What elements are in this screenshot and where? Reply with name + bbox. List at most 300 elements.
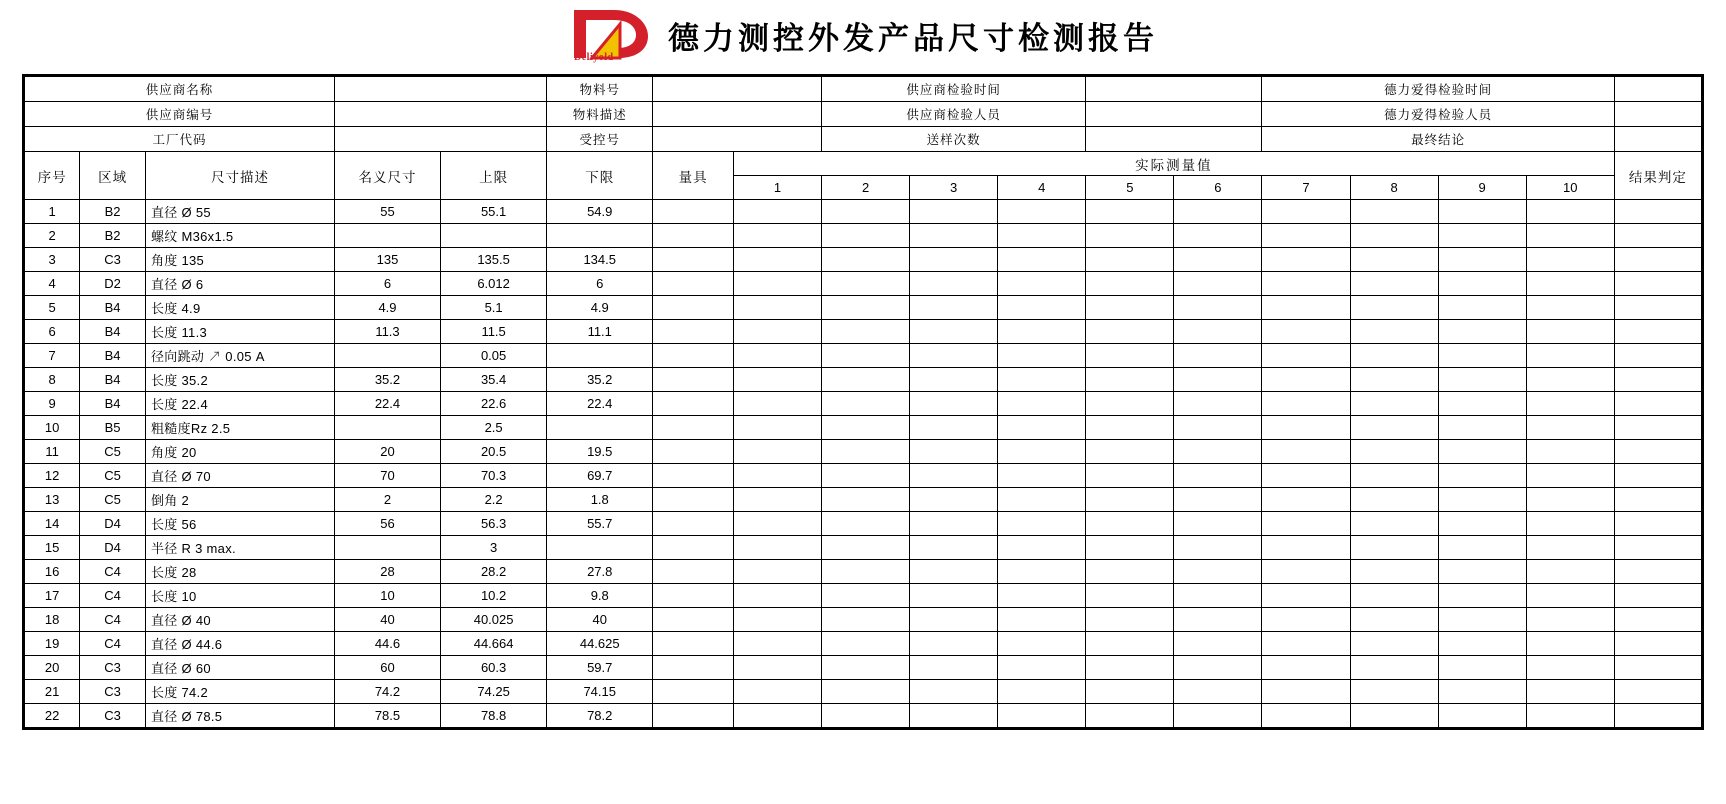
cell-measure-9[interactable] [1438,536,1526,560]
cell-seq: 13 [25,488,80,512]
cell-measure-7[interactable] [1262,680,1350,704]
cell-measure-2[interactable] [822,584,910,608]
cell-measure-7[interactable] [1262,248,1350,272]
cell-measure-4[interactable] [998,320,1086,344]
cell-measure-2[interactable] [822,656,910,680]
cell-measure-1[interactable] [733,320,821,344]
cell-measure-8[interactable] [1350,224,1438,248]
sample-count-value[interactable] [1086,127,1262,152]
cell-measure-1[interactable] [733,632,821,656]
cell-gauge[interactable] [653,200,734,224]
cell-measure-5[interactable] [1086,512,1174,536]
cell-result[interactable] [1614,584,1701,608]
cell-measure-9[interactable] [1438,656,1526,680]
cell-measure-7[interactable] [1262,560,1350,584]
cell-measure-2[interactable] [822,248,910,272]
cell-measure-4[interactable] [998,248,1086,272]
cell-measure-2[interactable] [822,224,910,248]
cell-measure-6[interactable] [1174,560,1262,584]
cell-measure-3[interactable] [910,416,998,440]
cell-measure-8[interactable] [1350,320,1438,344]
cell-measure-6[interactable] [1174,320,1262,344]
supplier-inspect-time-value[interactable] [1086,77,1262,102]
cell-gauge[interactable] [653,560,734,584]
cell-measure-2[interactable] [822,200,910,224]
cell-measure-8[interactable] [1350,248,1438,272]
cell-result[interactable] [1614,656,1701,680]
cell-measure-3[interactable] [910,464,998,488]
cell-measure-8[interactable] [1350,272,1438,296]
cell-gauge[interactable] [653,704,734,728]
cell-measure-9[interactable] [1438,272,1526,296]
cell-measure-7[interactable] [1262,464,1350,488]
cell-measure-10[interactable] [1526,584,1614,608]
cell-measure-1[interactable] [733,584,821,608]
cell-result[interactable] [1614,248,1701,272]
cell-measure-6[interactable] [1174,584,1262,608]
cell-measure-9[interactable] [1438,224,1526,248]
cell-upper: 22.6 [441,392,547,416]
cell-result[interactable] [1614,632,1701,656]
cell-lower: 4.9 [547,296,653,320]
cell-measure-8[interactable] [1350,584,1438,608]
cell-seq: 17 [25,584,80,608]
cell-gauge[interactable] [653,416,734,440]
cell-measure-9[interactable] [1438,560,1526,584]
cell-measure-1[interactable] [733,680,821,704]
cell-measure-3[interactable] [910,536,998,560]
cell-measure-5[interactable] [1086,248,1174,272]
cell-measure-4[interactable] [998,584,1086,608]
cell-measure-8[interactable] [1350,416,1438,440]
cell-measure-9[interactable] [1438,416,1526,440]
cell-measure-9[interactable] [1438,368,1526,392]
cell-measure-8[interactable] [1350,392,1438,416]
cell-measure-1[interactable] [733,224,821,248]
cell-measure-10[interactable] [1526,344,1614,368]
supplier-name-value[interactable] [334,77,546,102]
cell-measure-9[interactable] [1438,680,1526,704]
cell-measure-2[interactable] [822,320,910,344]
cell-measure-5[interactable] [1086,344,1174,368]
cell-measure-1[interactable] [733,248,821,272]
cell-measure-10[interactable] [1526,248,1614,272]
cell-measure-2[interactable] [822,488,910,512]
col-result: 结果判定 [1614,152,1701,200]
cell-measure-4[interactable] [998,392,1086,416]
cell-measure-6[interactable] [1174,248,1262,272]
cell-gauge[interactable] [653,320,734,344]
cell-measure-10[interactable] [1526,632,1614,656]
cell-measure-5[interactable] [1086,464,1174,488]
deli-inspect-time-value[interactable] [1614,77,1701,102]
cell-result[interactable] [1614,608,1701,632]
cell-measure-7[interactable] [1262,440,1350,464]
cell-measure-5[interactable] [1086,536,1174,560]
cell-measure-9[interactable] [1438,320,1526,344]
cell-measure-8[interactable] [1350,200,1438,224]
inspection-report-table [22,74,1704,730]
cell-measure-7[interactable] [1262,200,1350,224]
cell-measure-4[interactable] [998,200,1086,224]
cell-measure-2[interactable] [822,608,910,632]
cell-measure-10[interactable] [1526,704,1614,728]
cell-measure-4[interactable] [998,608,1086,632]
cell-gauge[interactable] [653,272,734,296]
cell-measure-6[interactable] [1174,392,1262,416]
cell-measure-4[interactable] [998,656,1086,680]
cell-measure-9[interactable] [1438,512,1526,536]
cell-measure-1[interactable] [733,608,821,632]
col-measure-9: 9 [1438,176,1526,200]
cell-measure-9[interactable] [1438,248,1526,272]
cell-measure-6[interactable] [1174,200,1262,224]
cell-gauge[interactable] [653,464,734,488]
cell-result[interactable] [1614,224,1701,248]
cell-result[interactable] [1614,416,1701,440]
cell-measure-8[interactable] [1350,632,1438,656]
cell-measure-10[interactable] [1526,464,1614,488]
cell-measure-4[interactable] [998,488,1086,512]
cell-measure-5[interactable] [1086,584,1174,608]
cell-measure-6[interactable] [1174,512,1262,536]
cell-measure-2[interactable] [822,536,910,560]
cell-measure-4[interactable] [998,560,1086,584]
cell-measure-10[interactable] [1526,488,1614,512]
cell-result[interactable] [1614,512,1701,536]
cell-upper: 74.25 [441,680,547,704]
cell-measure-8[interactable] [1350,608,1438,632]
cell-measure-5[interactable] [1086,296,1174,320]
cell-measure-6[interactable] [1174,632,1262,656]
cell-gauge[interactable] [653,344,734,368]
cell-measure-6[interactable] [1174,416,1262,440]
cell-measure-3[interactable] [910,200,998,224]
cell-measure-6[interactable] [1174,488,1262,512]
cell-measure-10[interactable] [1526,680,1614,704]
cell-measure-8[interactable] [1350,560,1438,584]
cell-measure-4[interactable] [998,632,1086,656]
cell-measure-4[interactable] [998,704,1086,728]
cell-measure-2[interactable] [822,704,910,728]
cell-measure-7[interactable] [1262,368,1350,392]
cell-result[interactable] [1614,368,1701,392]
document-header [0,0,1726,66]
cell-measure-1[interactable] [733,272,821,296]
deli-inspector-label: 德力爱得检验人员 [1262,102,1614,127]
cell-seq: 16 [25,560,80,584]
cell-measure-2[interactable] [822,512,910,536]
cell-dim-desc: 半径 R 3 max. [145,536,334,560]
cell-measure-1[interactable] [733,392,821,416]
cell-measure-7[interactable] [1262,632,1350,656]
cell-gauge[interactable] [653,224,734,248]
cell-measure-6[interactable] [1174,464,1262,488]
cell-measure-4[interactable] [998,296,1086,320]
deli-inspector-value[interactable] [1614,102,1701,127]
cell-measure-1[interactable] [733,512,821,536]
cell-measure-3[interactable] [910,704,998,728]
cell-measure-1[interactable] [733,704,821,728]
cell-measure-7[interactable] [1262,272,1350,296]
cell-measure-4[interactable] [998,536,1086,560]
cell-result[interactable] [1614,320,1701,344]
cell-measure-2[interactable] [822,272,910,296]
cell-gauge[interactable] [653,536,734,560]
material-desc-value[interactable] [653,102,822,127]
cell-measure-1[interactable] [733,416,821,440]
cell-measure-9[interactable] [1438,392,1526,416]
cell-measure-5[interactable] [1086,704,1174,728]
control-no-value[interactable] [653,127,822,152]
cell-measure-1[interactable] [733,656,821,680]
cell-measure-10[interactable] [1526,224,1614,248]
cell-measure-1[interactable] [733,464,821,488]
cell-measure-5[interactable] [1086,416,1174,440]
cell-measure-6[interactable] [1174,680,1262,704]
cell-result[interactable] [1614,344,1701,368]
col-nominal: 名义尺寸 [334,152,440,200]
cell-measure-7[interactable] [1262,656,1350,680]
cell-result[interactable] [1614,200,1701,224]
cell-measure-5[interactable] [1086,608,1174,632]
cell-measure-2[interactable] [822,416,910,440]
cell-measure-6[interactable] [1174,296,1262,320]
cell-measure-6[interactable] [1174,440,1262,464]
cell-measure-1[interactable] [733,200,821,224]
cell-measure-7[interactable] [1262,704,1350,728]
cell-measure-8[interactable] [1350,344,1438,368]
cell-measure-6[interactable] [1174,704,1262,728]
cell-measure-1[interactable] [733,344,821,368]
cell-measure-10[interactable] [1526,440,1614,464]
cell-measure-6[interactable] [1174,272,1262,296]
cell-measure-5[interactable] [1086,392,1174,416]
cell-measure-3[interactable] [910,512,998,536]
cell-measure-10[interactable] [1526,200,1614,224]
cell-measure-2[interactable] [822,464,910,488]
cell-measure-10[interactable] [1526,512,1614,536]
cell-measure-10[interactable] [1526,296,1614,320]
cell-gauge[interactable] [653,512,734,536]
cell-measure-1[interactable] [733,488,821,512]
cell-measure-2[interactable] [822,560,910,584]
cell-nominal: 28 [334,560,440,584]
cell-gauge[interactable] [653,368,734,392]
page-title: 德力测控外发产品尺寸检测报告 [668,20,1158,57]
final-conclusion-value[interactable] [1614,127,1701,152]
cell-measure-3[interactable] [910,344,998,368]
cell-nominal: 55 [334,200,440,224]
cell-measure-9[interactable] [1438,464,1526,488]
cell-measure-3[interactable] [910,248,998,272]
cell-measure-4[interactable] [998,512,1086,536]
cell-gauge[interactable] [653,248,734,272]
cell-measure-5[interactable] [1086,632,1174,656]
cell-measure-2[interactable] [822,392,910,416]
cell-measure-7[interactable] [1262,488,1350,512]
cell-measure-7[interactable] [1262,320,1350,344]
cell-gauge[interactable] [653,632,734,656]
cell-measure-10[interactable] [1526,392,1614,416]
cell-measure-8[interactable] [1350,680,1438,704]
factory-code-value[interactable] [334,127,546,152]
cell-measure-8[interactable] [1350,440,1438,464]
cell-measure-3[interactable] [910,488,998,512]
cell-measure-8[interactable] [1350,704,1438,728]
cell-measure-10[interactable] [1526,656,1614,680]
cell-gauge[interactable] [653,608,734,632]
cell-measure-3[interactable] [910,320,998,344]
cell-measure-6[interactable] [1174,344,1262,368]
cell-measure-10[interactable] [1526,320,1614,344]
cell-measure-10[interactable] [1526,368,1614,392]
supplier-code-value[interactable] [334,102,546,127]
cell-measure-9[interactable] [1438,632,1526,656]
material-no-value[interactable] [653,77,822,102]
cell-measure-7[interactable] [1262,224,1350,248]
cell-measure-2[interactable] [822,296,910,320]
cell-measure-9[interactable] [1438,440,1526,464]
cell-gauge[interactable] [653,440,734,464]
cell-measure-7[interactable] [1262,512,1350,536]
cell-measure-4[interactable] [998,416,1086,440]
cell-gauge[interactable] [653,488,734,512]
cell-measure-5[interactable] [1086,224,1174,248]
cell-lower: 55.7 [547,512,653,536]
cell-measure-7[interactable] [1262,608,1350,632]
cell-measure-9[interactable] [1438,200,1526,224]
cell-measure-2[interactable] [822,368,910,392]
cell-measure-6[interactable] [1174,608,1262,632]
cell-result[interactable] [1614,488,1701,512]
cell-measure-6[interactable] [1174,224,1262,248]
cell-measure-6[interactable] [1174,368,1262,392]
cell-measure-2[interactable] [822,680,910,704]
cell-measure-4[interactable] [998,680,1086,704]
cell-measure-8[interactable] [1350,368,1438,392]
cell-measure-5[interactable] [1086,680,1174,704]
cell-result[interactable] [1614,440,1701,464]
table-row [25,320,1702,344]
cell-result[interactable] [1614,536,1701,560]
cell-measure-1[interactable] [733,440,821,464]
cell-result[interactable] [1614,464,1701,488]
cell-measure-3[interactable] [910,392,998,416]
cell-measure-5[interactable] [1086,200,1174,224]
cell-measure-6[interactable] [1174,536,1262,560]
cell-result[interactable] [1614,272,1701,296]
cell-measure-3[interactable] [910,224,998,248]
cell-measure-3[interactable] [910,368,998,392]
cell-measure-10[interactable] [1526,608,1614,632]
cell-measure-3[interactable] [910,560,998,584]
cell-measure-5[interactable] [1086,272,1174,296]
cell-measure-3[interactable] [910,584,998,608]
cell-result[interactable] [1614,296,1701,320]
cell-measure-7[interactable] [1262,584,1350,608]
cell-gauge[interactable] [653,680,734,704]
cell-measure-3[interactable] [910,632,998,656]
cell-measure-1[interactable] [733,368,821,392]
cell-gauge[interactable] [653,392,734,416]
cell-zone: B2 [80,200,146,224]
cell-measure-8[interactable] [1350,488,1438,512]
cell-measure-10[interactable] [1526,560,1614,584]
cell-measure-9[interactable] [1438,488,1526,512]
cell-measure-3[interactable] [910,440,998,464]
cell-measure-3[interactable] [910,680,998,704]
cell-measure-3[interactable] [910,608,998,632]
cell-measure-5[interactable] [1086,368,1174,392]
cell-measure-4[interactable] [998,464,1086,488]
cell-result[interactable] [1614,704,1701,728]
cell-measure-10[interactable] [1526,416,1614,440]
cell-measure-5[interactable] [1086,656,1174,680]
cell-measure-8[interactable] [1350,536,1438,560]
table-row [25,512,1702,536]
cell-measure-7[interactable] [1262,536,1350,560]
cell-measure-5[interactable] [1086,560,1174,584]
cell-measure-9[interactable] [1438,704,1526,728]
cell-measure-3[interactable] [910,296,998,320]
cell-measure-8[interactable] [1350,656,1438,680]
cell-measure-3[interactable] [910,272,998,296]
cell-measure-9[interactable] [1438,608,1526,632]
cell-dim-desc: 长度 10 [145,584,334,608]
cell-gauge[interactable] [653,296,734,320]
cell-measure-2[interactable] [822,440,910,464]
cell-measure-4[interactable] [998,368,1086,392]
cell-result[interactable] [1614,392,1701,416]
cell-measure-9[interactable] [1438,584,1526,608]
cell-measure-9[interactable] [1438,296,1526,320]
cell-measure-8[interactable] [1350,464,1438,488]
cell-measure-5[interactable] [1086,320,1174,344]
cell-measure-7[interactable] [1262,416,1350,440]
cell-measure-7[interactable] [1262,296,1350,320]
cell-measure-10[interactable] [1526,272,1614,296]
cell-measure-4[interactable] [998,440,1086,464]
cell-measure-4[interactable] [998,224,1086,248]
cell-measure-7[interactable] [1262,344,1350,368]
supplier-inspector-value[interactable] [1086,102,1262,127]
cell-measure-7[interactable] [1262,392,1350,416]
cell-nominal: 44.6 [334,632,440,656]
cell-measure-1[interactable] [733,296,821,320]
cell-gauge[interactable] [653,656,734,680]
cell-measure-2[interactable] [822,632,910,656]
cell-measure-3[interactable] [910,656,998,680]
cell-result[interactable] [1614,680,1701,704]
cell-measure-9[interactable] [1438,344,1526,368]
cell-measure-4[interactable] [998,272,1086,296]
cell-measure-6[interactable] [1174,656,1262,680]
cell-gauge[interactable] [653,584,734,608]
cell-measure-8[interactable] [1350,296,1438,320]
cell-measure-1[interactable] [733,536,821,560]
col-upper: 上限 [441,152,547,200]
cell-measure-4[interactable] [998,344,1086,368]
cell-result[interactable] [1614,560,1701,584]
cell-measure-10[interactable] [1526,536,1614,560]
cell-measure-2[interactable] [822,344,910,368]
cell-measure-8[interactable] [1350,512,1438,536]
cell-zone: C4 [80,608,146,632]
cell-measure-1[interactable] [733,560,821,584]
cell-measure-5[interactable] [1086,488,1174,512]
cell-measure-5[interactable] [1086,440,1174,464]
